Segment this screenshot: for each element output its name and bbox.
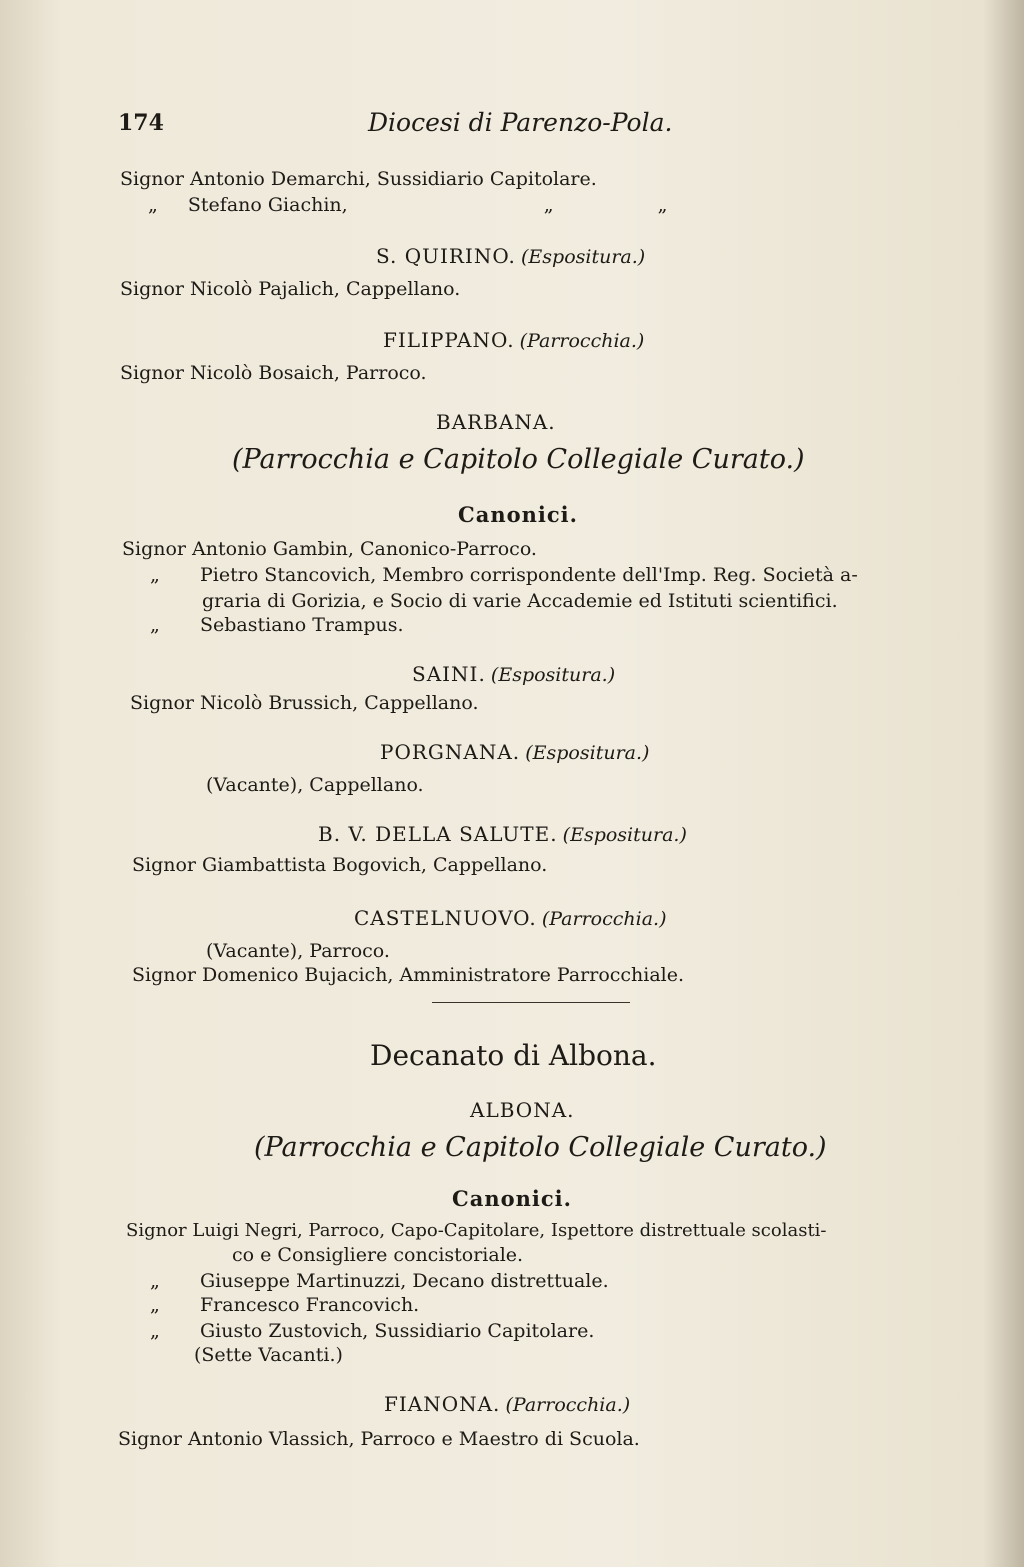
clergy-entry: Signor Nicolò Bosaich, Parroco. <box>120 362 427 384</box>
parish-type: (Espositura.) <box>490 664 616 686</box>
parish-heading <box>412 664 615 685</box>
clergy-entry-ditto <box>148 196 667 215</box>
parish-name: CASTELNUOVO. <box>354 906 537 930</box>
clergy-name: Francesco Francovich. <box>200 1294 420 1316</box>
clergy-entry-continuation: co e Consigliere concistoriale. <box>232 1244 524 1266</box>
ditto-mark: „ <box>150 1294 160 1316</box>
ditto-mark: „ <box>543 194 554 216</box>
parish-heading <box>380 742 649 763</box>
ditto-mark: „ <box>150 1320 160 1342</box>
parish-type: (Espositura.) <box>562 824 687 846</box>
clergy-entry: (Vacante), Parroco. <box>206 940 390 962</box>
parish-heading <box>354 908 667 929</box>
parish-name: B. V. DELLA SALUTE. <box>318 822 558 846</box>
clergy-entry: Signor Giambattista Bogovich, Cappellano. <box>132 854 548 876</box>
parish-name: ALBONA. <box>470 1098 575 1122</box>
parish-type: (Parrocchia.) <box>519 330 645 352</box>
clergy-name: Giusto Zustovich, Sussidiario Capitolare. <box>200 1320 595 1342</box>
clergy-entry: Signor Domenico Bujacich, Amministratore Parrocchiale. <box>132 964 685 986</box>
clergy-entry-ditto <box>150 1272 609 1291</box>
section-heading: Canonici. <box>452 1186 572 1211</box>
clergy-entry-ditto <box>150 1322 594 1341</box>
parish-type: (Parrocchia.) <box>541 908 667 930</box>
parish-subtitle: (Parrocchia e Capitolo Collegiale Curato.) <box>232 444 805 475</box>
parish-name: SAINI. <box>412 662 486 686</box>
clergy-name: Stefano Giachin, <box>187 194 348 216</box>
ditto-mark: „ <box>150 614 160 636</box>
parish-type: (Espositura.) <box>525 742 650 764</box>
parish-subtitle: (Parrocchia e Capitolo Collegiale Curato.) <box>254 1132 827 1163</box>
section-divider <box>432 1002 630 1003</box>
clergy-name: Sebastiano Trampus. <box>200 614 404 636</box>
clergy-entry-ditto <box>150 566 858 585</box>
parish-name: PORGNANA. <box>380 740 521 764</box>
parish-type: (Parrocchia.) <box>505 1394 631 1416</box>
clergy-entry: Signor Antonio Vlassich, Parroco e Maestro di Scuola. <box>118 1428 640 1450</box>
clergy-entry: Signor Nicolò Pajalich, Cappellano. <box>120 278 461 300</box>
page-number: 174 <box>118 110 164 136</box>
clergy-entry: Signor Luigi Negri, Parroco, Capo-Capitolare, Ispettore distrettuale scolasti- <box>126 1220 827 1241</box>
clergy-entry-ditto <box>150 1296 419 1315</box>
clergy-entry: Signor Nicolò Brussich, Cappellano. <box>130 692 479 714</box>
clergy-entry: (Vacante), Cappellano. <box>206 774 424 796</box>
ditto-mark: „ <box>657 194 668 216</box>
parish-name: FILIPPANO. <box>383 328 515 352</box>
running-title: Diocesi di Parenzo-Pola. <box>368 108 673 137</box>
clergy-entry: (Sette Vacanti.) <box>194 1344 343 1366</box>
parish-heading <box>318 824 687 845</box>
parish-name: S. QUIRINO. <box>376 244 516 268</box>
clergy-entry-ditto <box>150 616 404 635</box>
clergy-entry: Signor Antonio Demarchi, Sussidiario Capitolare. <box>120 168 597 190</box>
deanery-heading: Decanato di Albona. <box>370 1039 657 1072</box>
clergy-entry: Signor Antonio Gambin, Canonico-Parroco. <box>122 538 537 560</box>
ditto-mark: „ <box>148 194 158 216</box>
parish-heading <box>384 1394 630 1415</box>
parish-name: BARBANA. <box>436 410 556 434</box>
clergy-name: Pietro Stancovich, Membro corrispondente dell'Imp. Reg. Società a- <box>200 564 858 586</box>
parish-name: FIANONA. <box>384 1392 501 1416</box>
parish-heading <box>383 330 644 351</box>
clergy-name: Giuseppe Martinuzzi, Decano distrettuale. <box>200 1270 609 1292</box>
parish-heading <box>376 246 645 267</box>
parish-type: (Espositura.) <box>521 246 646 268</box>
section-heading: Canonici. <box>458 502 578 527</box>
ditto-mark: „ <box>150 564 160 586</box>
clergy-entry-continuation: graria di Gorizia, e Socio di varie Accademie ed Istituti scientifici. <box>202 590 838 612</box>
ditto-mark: „ <box>150 1270 160 1292</box>
